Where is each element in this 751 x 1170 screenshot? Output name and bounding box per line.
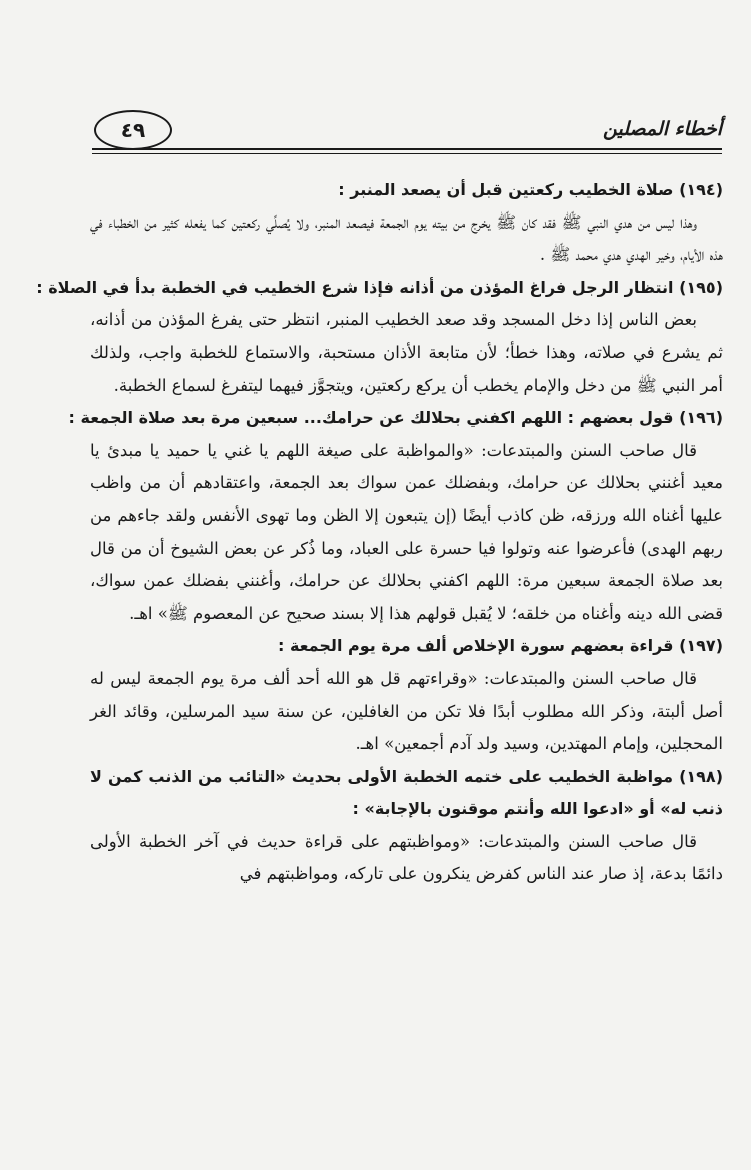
page-number: ٤٩ xyxy=(120,118,146,142)
section-heading: (١٩٥) انتظار الرجل فراغ المؤذن من أذانه فإذا شرع الخطيب في الخطبة بدأ في الصلاة : xyxy=(36,277,723,297)
book-title: أخطاء المصلين xyxy=(603,118,722,140)
page-number-badge xyxy=(94,110,172,150)
section-paragraph: بعض الناس إذا دخل المسجد وقد صعد الخطيب المنبر، انتظر حتى يفرغ المؤذن من أذانه، ثم يشرع في صلاته، وهذا خطأ؛ لأن متابعة الأذان مستحبة، والاستماع للخطبة واجب، ولذلك أمر النبي ﷺ من دخل والإمام يخطب أن يركع ركعتين، ويتجوَّز فيهما ليتفرغ لسماع الخطبة. xyxy=(90,310,723,395)
section-heading: (١٩٧) قراءة بعضهم سورة الإخلاص ألف مرة يوم الجمعة : xyxy=(277,636,723,656)
section-paragraph: قال صاحب السنن والمبتدعات: «وقراءتهم قل هو الله أحد ألف مرة يوم الجمعة ليس له أصل ألبتة، وذكر الله مطلوب أبدًا فلا تكن من الغافلين، عن سنة سيد المرسلين، وقائد الغر المحجلين، وإمام المهتدين، وسيد ولد آدم أجمعين» اهـ. xyxy=(90,668,723,754)
page-body xyxy=(36,174,723,891)
section-heading: (١٩٤) صلاة الخطيب ركعتين قبل أن يصعد المنبر : xyxy=(338,180,723,199)
page-header xyxy=(92,110,722,160)
section-paragraph: قال صاحب السنن والمبتدعات: «ومواظبتهم على قراءة حديث في آخر الخطبة الأولى دائمًا بدعة، إذ صار عند الناس كفرض ينكرون على تاركه، ومواظبتهم في xyxy=(90,831,723,884)
section-heading: (١٩٦) قول بعضهم : اللهم اكفني بحلالك عن حرامك... سبعين مرة بعد صلاة الجمعة : xyxy=(68,408,723,428)
header-rule-thick xyxy=(92,148,722,150)
section-heading: (١٩٨) مواظبة الخطيب على ختمه الخطبة الأولى بحديث «التائب من الذنب كمن لا ذنب له» أو «ادعوا الله وأنتم موقنون بالإجابة» : xyxy=(90,766,723,819)
section-paragraph: قال صاحب السنن والمبتدعات: «والمواظبة على صيغة اللهم يا غني يا حميد يا مبدئ يا معيد أغنني بحلالك عن حرامك، وبفضلك عمن سواك بعد الجمعة، واعتقادهم أن من واظب عليها أغناه الله ورزقه، ظن كاذب أيضًا (إن يتبعون إلا الظن وما تهوى الأنفس ولقد جاءهم من ربهم الهدى) فأعرضوا عنه وتولوا فيا حسرة على العباد، وما ذُكر عن بعض الشيوخ أن من قال بعد صلاة الجمعة سبعين مرة: اللهم اكفني بحلالك عن حرامك، وأغنني بفضلك عمن سواك، قضى الله دينه وأغناه من خلقه؛ لا يُقبل قولهم هذا إلا بسند صحيح عن المعصوم ﷺ» اهـ. xyxy=(90,440,723,623)
header-rule-thin xyxy=(92,153,722,154)
section-paragraph: وهذا ليس من هدي النبي ﷺ فقد كان ﷺ يخرج من بيته يوم الجمعة فيصعد المنبر، ولا يُصلِّي ركعتين كما يفعله كثير من الخطباء في هذه الأيام، وخير الهدي هدي محمد ﷺ . xyxy=(90,212,723,265)
